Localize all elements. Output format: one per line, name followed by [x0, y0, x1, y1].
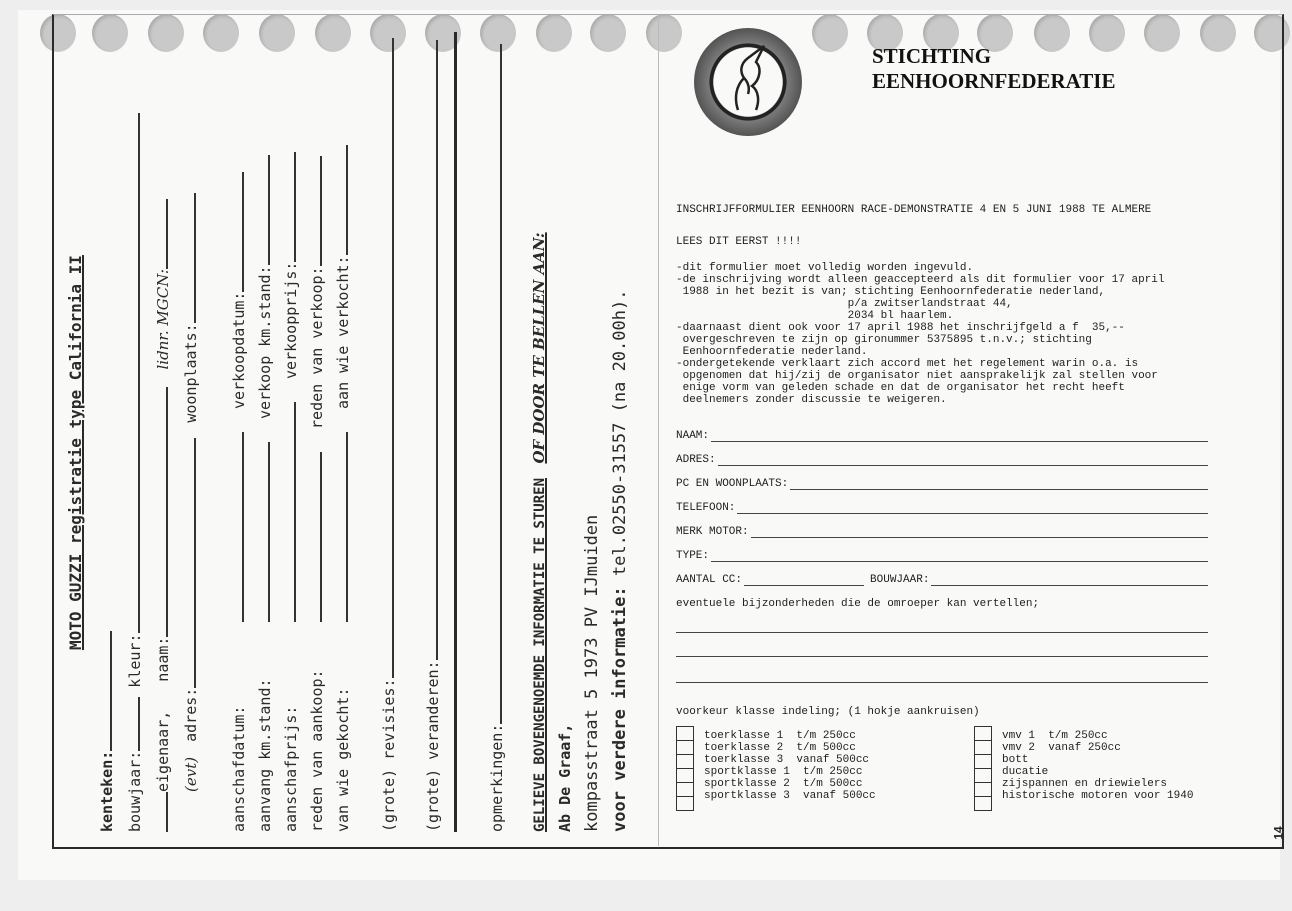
contact-phone: voor verdere informatie: tel.02550-31557 (na 20.00h).: [610, 289, 630, 832]
klassen-list-left: toerklasse 1 t/m 250cc toerklasse 2 t/m 500cc toerklasse 3 vanaf 500cc sportklasse 1 t/m 250cc sportklasse 2 t/m 500cc sportklasse 3 vanaf 500cc: [704, 730, 876, 802]
aanschafdatum-row: aanschafdatum: verkoopdatum:: [228, 172, 248, 832]
center-fold: [658, 14, 659, 846]
veranderen-row: (grote) veranderen:: [422, 40, 442, 832]
contact-name: Ab De Graaf,: [556, 723, 574, 832]
adres-row: (evt) adres: woonplaats:: [180, 193, 200, 832]
type-field[interactable]: TYPE:: [676, 546, 1208, 562]
voorkeur-label: voorkeur klasse indeling; (1 hokje aankruisen): [676, 706, 980, 718]
bouwjaar-row: bouwjaar: kleur:: [124, 114, 144, 833]
prijs-row: aanschafprijs: verkoopprijs:: [280, 152, 300, 832]
pc-woonplaats-field[interactable]: PC EN WOONPLAATS:: [676, 474, 1208, 490]
contact-address: kompasstraat 5 1973 PV IJmuiden: [582, 514, 602, 832]
read-first: LEES DIT EERST !!!!: [676, 236, 802, 248]
reden-row: reden van aankoop: reden van verkoop:: [306, 156, 326, 832]
page-number: 14: [1271, 826, 1286, 840]
form-heading: INSCHRIJFFORMULIER EENHOORN RACE-DEMONSTRATIE 4 EN 5 JUNI 1988 TE ALMERE: [676, 204, 1152, 216]
cc-bouwjaar-field[interactable]: AANTAL CC: BOUWJAAR:: [676, 570, 1208, 586]
telefoon-field[interactable]: TELEFOON:: [676, 498, 1208, 514]
merk-motor-field[interactable]: MERK MOTOR:: [676, 522, 1208, 538]
kenteken-row: kenteken:: [96, 631, 116, 832]
gekocht-row: van wie gekocht: aan wie verkocht:: [332, 145, 352, 832]
eigenaar-row: eigenaar, naam: lidnr. MGCN:: [152, 199, 172, 832]
extra-line: [454, 32, 457, 832]
form-rules: -dit formulier moet volledig worden ingevuld. -de inschrijving wordt alleen geaccepteerd als dit formulier voor 17 april 1988 in het bezit is van; stichting Eenhoornfederatie nederland, p/a zwitserlandstraat 44, 2034 bl haarlem. -daarnaast dient ook voor 17 april 1988 het inschrijfgeld a f 35,-- overgeschreven te zijn op gironummer 5375895 t.n.v.; stichting Eenhoornfederatie nederland. -ondergetekende verklaart zich accord met het regelement warin o.a. is opgenomen dat hij/zij de organisator niet aansprakelijk zal stellen voor enige vorm van geleden schade en dat de organisator het recht heeft deelnemers zonder discussie te weigeren.: [676, 262, 1165, 406]
bijzonderheden-label: eventuele bijzonderheden die de omroeper kan vertellen;: [676, 598, 1040, 610]
unicorn-logo: [694, 28, 802, 136]
naam-field[interactable]: NAAM:: [676, 426, 1208, 442]
organisation-name: STICHTING EENHOORNFEDERATIE: [872, 44, 1116, 93]
registration-title: MOTO GUZZI registratie type California II: [66, 255, 85, 650]
adres-field[interactable]: ADRES:: [676, 450, 1208, 466]
bijzonderheden-line-2[interactable]: [676, 656, 1208, 657]
km-row: aanvang km.stand: verkoop km.stand:: [254, 155, 274, 832]
bijzonderheden-line-3[interactable]: [676, 682, 1208, 683]
klassen-list-right: vmv 1 t/m 250cc vmv 2 vanaf 250cc bott ducatie zijspannen en driewielers historische motoren voor 1940: [1002, 730, 1194, 802]
bijzonderheden-line-1[interactable]: [676, 632, 1208, 633]
klasse-checkboxes-right[interactable]: [974, 726, 992, 811]
unicorn-icon: [694, 28, 802, 136]
revisies-row: (grote) revisies:: [378, 38, 398, 832]
gelieve-line: GELIEVE BOVENGENOEMDE INFORMATIE TE STUREN OF DOOR TE BELLEN AAN:: [530, 232, 548, 832]
moto-guzzi-registration-form: [60, 20, 650, 840]
opmerkingen-row: opmerkingen:: [486, 44, 506, 832]
klasse-checkboxes-left[interactable]: [676, 726, 694, 811]
